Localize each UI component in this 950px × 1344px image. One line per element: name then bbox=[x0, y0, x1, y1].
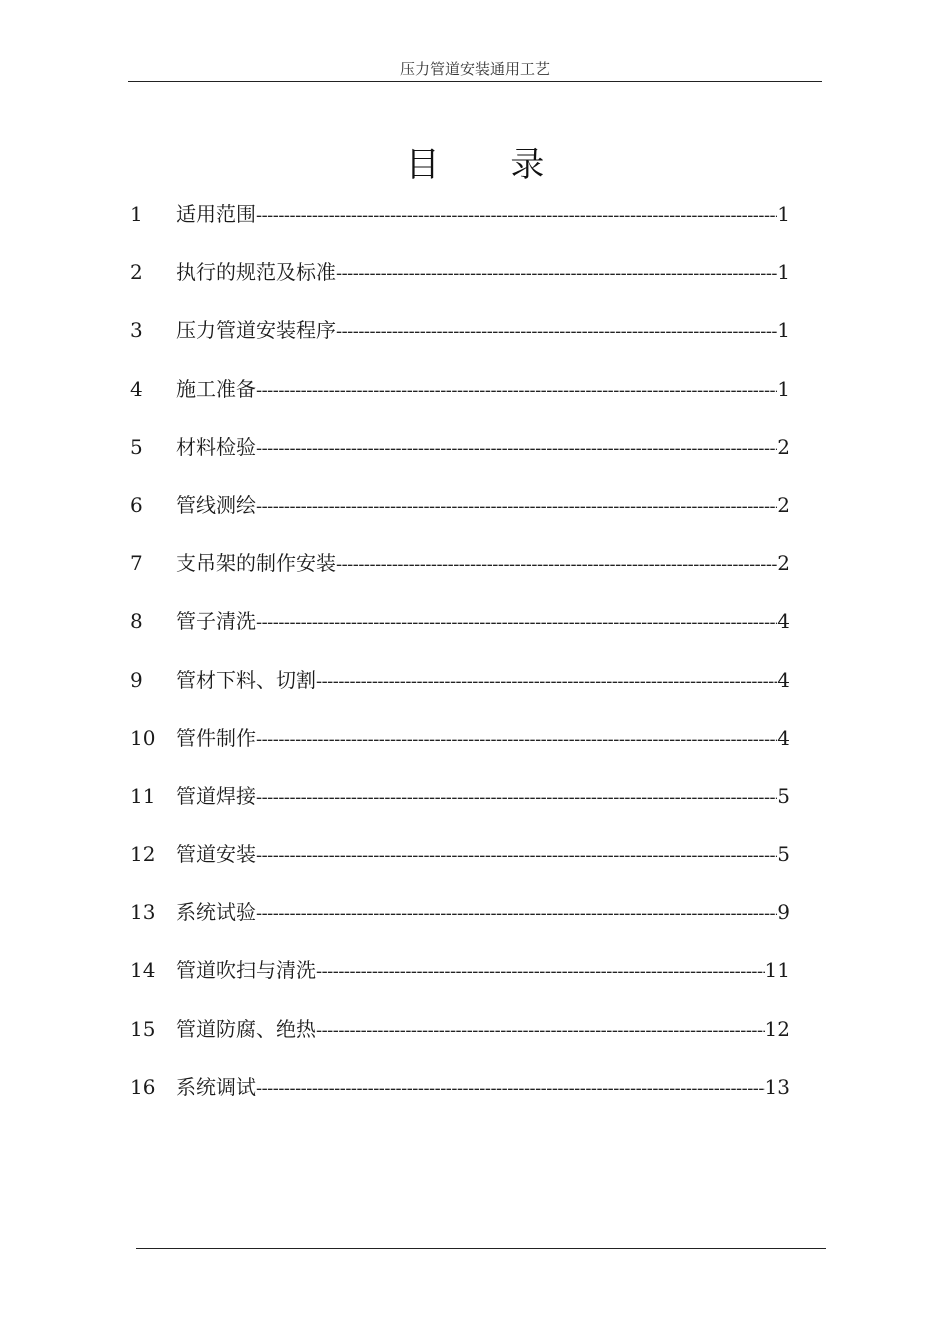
toc-leader-dots bbox=[256, 438, 777, 459]
toc-entry-page: 1 bbox=[777, 260, 790, 285]
toc-entry-label: 压力管道安装程序 bbox=[176, 318, 336, 343]
toc-entry-label: 管道焊接 bbox=[176, 783, 256, 808]
toc-entry-label: 执行的规范及标准 bbox=[176, 260, 336, 285]
toc-leader-dots bbox=[256, 496, 777, 517]
footer-rule bbox=[136, 1248, 826, 1249]
toc-entry-label: 管线测绘 bbox=[176, 492, 256, 517]
toc-entry-number: 7 bbox=[130, 551, 143, 576]
toc-entry[interactable] bbox=[130, 1013, 790, 1071]
toc-entry[interactable] bbox=[130, 838, 790, 896]
toc-entry[interactable] bbox=[130, 1071, 790, 1129]
toc-entry-label: 管道安装 bbox=[176, 842, 256, 867]
toc-entry[interactable] bbox=[130, 256, 790, 314]
toc-entry-number: 4 bbox=[130, 376, 143, 401]
toc-entry-number: 15 bbox=[130, 1016, 156, 1041]
toc-entry-label: 施工准备 bbox=[176, 376, 256, 401]
toc-entry[interactable] bbox=[130, 605, 790, 663]
toc-entry-number: 14 bbox=[130, 958, 156, 983]
toc-list bbox=[130, 198, 790, 1129]
toc-leader-dots bbox=[316, 961, 765, 982]
toc-entry-page: 2 bbox=[777, 434, 790, 459]
toc-entry-label: 管道防腐、绝热 bbox=[176, 1016, 316, 1041]
toc-entry[interactable] bbox=[130, 314, 790, 372]
toc-entry-number: 16 bbox=[130, 1074, 156, 1099]
toc-entry-label: 管材下料、切割 bbox=[176, 667, 316, 692]
toc-entry-page: 5 bbox=[777, 783, 790, 808]
toc-leader-dots bbox=[256, 205, 777, 226]
toc-title: 目 录 bbox=[405, 144, 575, 185]
toc-entry-page: 2 bbox=[777, 492, 790, 517]
toc-entry-label: 管件制作 bbox=[176, 725, 256, 750]
toc-entry[interactable] bbox=[130, 489, 790, 547]
toc-entry-page: 5 bbox=[777, 842, 790, 867]
toc-leader-dots bbox=[256, 1078, 765, 1099]
toc-leader-dots bbox=[256, 729, 777, 750]
toc-leader-dots bbox=[336, 263, 777, 284]
toc-entry-number: 5 bbox=[130, 434, 143, 459]
toc-entry-number: 12 bbox=[130, 842, 156, 867]
toc-entry-page: 1 bbox=[777, 376, 790, 401]
toc-entry-page: 11 bbox=[764, 958, 790, 983]
toc-entry-number: 1 bbox=[130, 202, 143, 226]
toc-leader-dots bbox=[256, 787, 777, 808]
toc-entry-number: 9 bbox=[130, 667, 143, 692]
toc-entry-label: 适用范围 bbox=[176, 202, 256, 226]
toc-entry[interactable] bbox=[130, 431, 790, 489]
toc-entry-page: 13 bbox=[764, 1074, 790, 1099]
toc-leader-dots bbox=[256, 612, 777, 633]
toc-entry-label: 管子清洗 bbox=[176, 609, 256, 634]
toc-leader-dots bbox=[336, 321, 777, 342]
toc-entry-number: 13 bbox=[130, 900, 156, 925]
toc-entry-label: 管道吹扫与清洗 bbox=[176, 958, 316, 983]
toc-entry-label: 材料检验 bbox=[176, 434, 256, 459]
toc-entry[interactable] bbox=[130, 373, 790, 431]
toc-entry[interactable] bbox=[130, 198, 790, 256]
toc-leader-dots bbox=[316, 1020, 765, 1041]
toc-entry-page: 4 bbox=[777, 667, 790, 692]
toc-entry[interactable] bbox=[130, 780, 790, 838]
toc-leader-dots bbox=[256, 380, 777, 401]
toc-entry-number: 8 bbox=[130, 609, 143, 634]
toc-entry-page: 9 bbox=[777, 900, 790, 925]
toc-entry-number: 2 bbox=[130, 260, 143, 285]
toc-entry[interactable] bbox=[130, 722, 790, 780]
toc-entry-page: 12 bbox=[764, 1016, 790, 1041]
toc-entry-page: 4 bbox=[777, 725, 790, 750]
toc-leader-dots bbox=[256, 903, 777, 924]
running-header: 压力管道安装通用工艺 bbox=[399, 60, 550, 78]
toc-entry-label: 支吊架的制作安装 bbox=[176, 551, 336, 576]
toc-entry-number: 10 bbox=[130, 725, 156, 750]
toc-entry-number: 6 bbox=[130, 492, 143, 517]
toc-entry[interactable] bbox=[130, 547, 790, 605]
toc-entry-page: 1 bbox=[777, 202, 790, 226]
toc-entry[interactable] bbox=[130, 954, 790, 1012]
toc-leader-dots bbox=[336, 554, 777, 575]
toc-entry-page: 2 bbox=[777, 551, 790, 576]
toc-entry-number: 3 bbox=[130, 318, 143, 343]
toc-entry-page: 1 bbox=[777, 318, 790, 343]
toc-entry-label: 系统试验 bbox=[176, 900, 256, 925]
toc-entry[interactable] bbox=[130, 896, 790, 954]
toc-entry[interactable] bbox=[130, 664, 790, 722]
toc-leader-dots bbox=[316, 671, 777, 692]
toc-entry-number: 11 bbox=[130, 783, 156, 808]
toc-entry-label: 系统调试 bbox=[176, 1074, 256, 1099]
toc-leader-dots bbox=[256, 845, 777, 866]
header-rule bbox=[128, 81, 822, 82]
toc-entry-page: 4 bbox=[777, 609, 790, 634]
